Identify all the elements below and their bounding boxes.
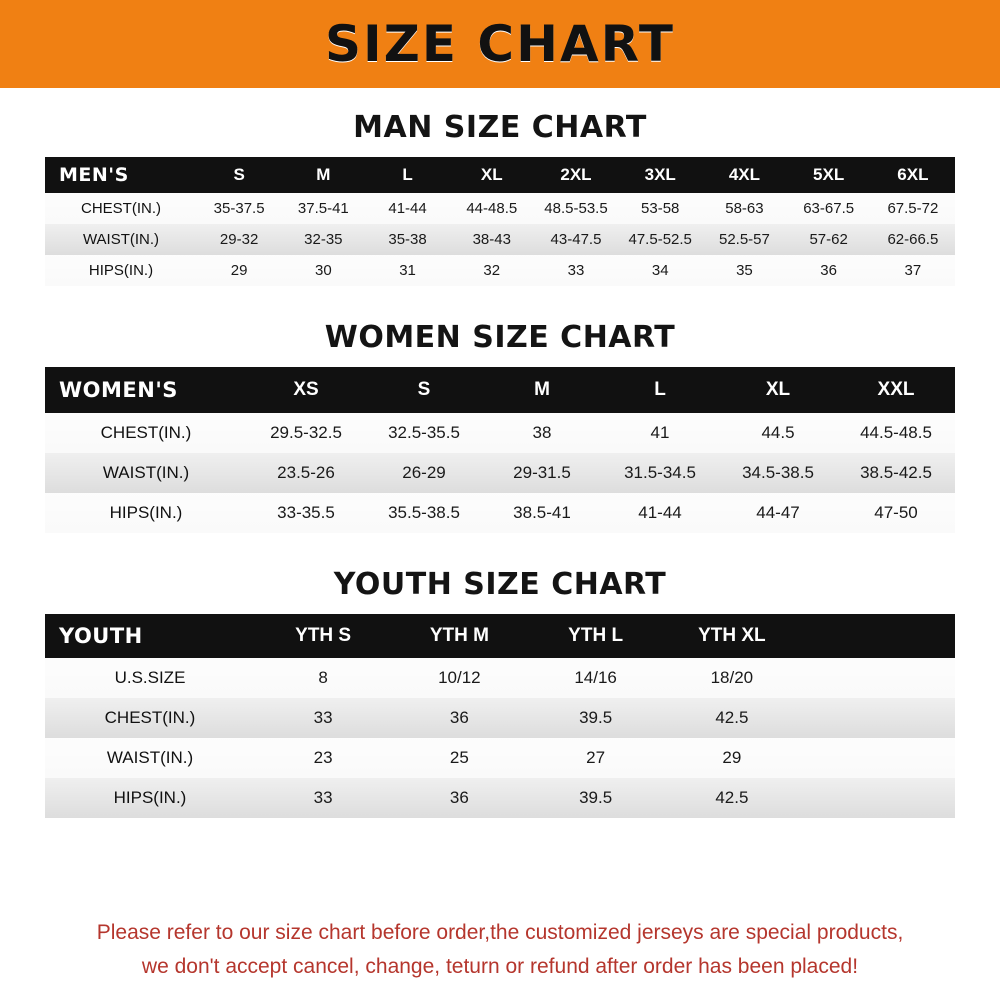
women-row-label: WAIST(IN.) bbox=[45, 453, 247, 493]
men-cell: 47.5-52.5 bbox=[618, 224, 702, 255]
women-cell: 38 bbox=[483, 413, 601, 453]
women-cell: 44-47 bbox=[719, 493, 837, 533]
youth-cell: 39.5 bbox=[528, 778, 664, 818]
women-header-row bbox=[45, 367, 955, 413]
men-cell: 29 bbox=[197, 255, 281, 286]
youth-cell-spacer bbox=[800, 778, 955, 818]
table-row bbox=[45, 778, 955, 818]
women-cell: 31.5-34.5 bbox=[601, 453, 719, 493]
youth-cell: 8 bbox=[255, 658, 391, 698]
youth-cell: 33 bbox=[255, 698, 391, 738]
table-row bbox=[45, 255, 955, 286]
men-cell: 29-32 bbox=[197, 224, 281, 255]
men-cell: 31 bbox=[365, 255, 449, 286]
men-cell: 53-58 bbox=[618, 193, 702, 224]
women-row-label-header: WOMEN'S bbox=[45, 367, 247, 413]
youth-cell: 18/20 bbox=[664, 658, 800, 698]
men-cell: 32 bbox=[450, 255, 534, 286]
men-cell: 44-48.5 bbox=[450, 193, 534, 224]
youth-section-title: YOUTH SIZE CHART bbox=[333, 567, 667, 602]
men-col-header: L bbox=[365, 157, 449, 193]
men-col-header: 2XL bbox=[534, 157, 618, 193]
youth-size-table-wrapper bbox=[45, 614, 955, 818]
women-cell: 44.5-48.5 bbox=[837, 413, 955, 453]
men-table-body bbox=[45, 157, 955, 286]
men-cell: 35 bbox=[702, 255, 786, 286]
women-cell: 29-31.5 bbox=[483, 453, 601, 493]
women-size-table-wrapper bbox=[45, 367, 955, 533]
women-cell: 41-44 bbox=[601, 493, 719, 533]
youth-cell: 14/16 bbox=[528, 658, 664, 698]
table-row bbox=[45, 193, 955, 224]
youth-cell: 27 bbox=[528, 738, 664, 778]
youth-cell: 33 bbox=[255, 778, 391, 818]
youth-header-row bbox=[45, 614, 955, 658]
youth-table-body bbox=[45, 614, 955, 818]
women-col-header: M bbox=[483, 367, 601, 413]
youth-cell-spacer bbox=[800, 738, 955, 778]
men-col-header: 3XL bbox=[618, 157, 702, 193]
youth-header-spacer bbox=[800, 614, 955, 658]
men-col-header: S bbox=[197, 157, 281, 193]
men-cell: 37.5-41 bbox=[281, 193, 365, 224]
men-col-header: 6XL bbox=[871, 157, 955, 193]
youth-cell: 25 bbox=[391, 738, 527, 778]
table-row bbox=[45, 738, 955, 778]
table-row bbox=[45, 658, 955, 698]
youth-col-header: YTH S bbox=[255, 614, 391, 658]
page-title: SIZE CHART bbox=[324, 15, 676, 73]
youth-row-label-header: YOUTH bbox=[45, 614, 255, 658]
women-cell: 35.5-38.5 bbox=[365, 493, 483, 533]
women-cell: 29.5-32.5 bbox=[247, 413, 365, 453]
footer-note bbox=[0, 916, 1000, 984]
men-size-table bbox=[45, 157, 955, 286]
women-col-header: S bbox=[365, 367, 483, 413]
men-cell: 41-44 bbox=[365, 193, 449, 224]
men-cell: 58-63 bbox=[702, 193, 786, 224]
footer-note-line-2: we don't accept cancel, change, teturn or refund after order has been placed! bbox=[141, 955, 859, 978]
women-cell: 32.5-35.5 bbox=[365, 413, 483, 453]
women-cell: 34.5-38.5 bbox=[719, 453, 837, 493]
women-table-body bbox=[45, 367, 955, 533]
youth-cell-spacer bbox=[800, 658, 955, 698]
men-row-label-header: MEN'S bbox=[45, 157, 197, 193]
men-cell: 35-38 bbox=[365, 224, 449, 255]
men-col-header: 4XL bbox=[702, 157, 786, 193]
women-section-title: WOMEN SIZE CHART bbox=[324, 320, 676, 355]
youth-cell: 36 bbox=[391, 778, 527, 818]
youth-row-label: U.S.SIZE bbox=[45, 658, 255, 698]
youth-cell-spacer bbox=[800, 698, 955, 738]
men-cell: 30 bbox=[281, 255, 365, 286]
women-cell: 41 bbox=[601, 413, 719, 453]
men-cell: 33 bbox=[534, 255, 618, 286]
men-cell: 52.5-57 bbox=[702, 224, 786, 255]
youth-cell: 42.5 bbox=[664, 778, 800, 818]
women-col-header: L bbox=[601, 367, 719, 413]
youth-col-header: YTH M bbox=[391, 614, 527, 658]
men-cell: 43-47.5 bbox=[534, 224, 618, 255]
youth-row-label: WAIST(IN.) bbox=[45, 738, 255, 778]
men-header-row bbox=[45, 157, 955, 193]
youth-cell: 42.5 bbox=[664, 698, 800, 738]
women-cell: 33-35.5 bbox=[247, 493, 365, 533]
men-row-label: CHEST(IN.) bbox=[45, 193, 197, 224]
table-row bbox=[45, 413, 955, 453]
women-cell: 47-50 bbox=[837, 493, 955, 533]
youth-row-label: HIPS(IN.) bbox=[45, 778, 255, 818]
men-cell: 48.5-53.5 bbox=[534, 193, 618, 224]
youth-col-header: YTH XL bbox=[664, 614, 800, 658]
youth-cell: 39.5 bbox=[528, 698, 664, 738]
women-col-header: XXL bbox=[837, 367, 955, 413]
men-section-title: MAN SIZE CHART bbox=[353, 110, 647, 145]
men-col-header: 5XL bbox=[787, 157, 871, 193]
men-cell: 57-62 bbox=[787, 224, 871, 255]
youth-cell: 10/12 bbox=[391, 658, 527, 698]
men-row-label: WAIST(IN.) bbox=[45, 224, 197, 255]
men-col-header: M bbox=[281, 157, 365, 193]
youth-size-table bbox=[45, 614, 955, 818]
men-row-label: HIPS(IN.) bbox=[45, 255, 197, 286]
table-row bbox=[45, 493, 955, 533]
header-banner bbox=[0, 0, 1000, 88]
women-cell: 23.5-26 bbox=[247, 453, 365, 493]
men-cell: 32-35 bbox=[281, 224, 365, 255]
men-cell: 37 bbox=[871, 255, 955, 286]
youth-row-label: CHEST(IN.) bbox=[45, 698, 255, 738]
women-size-table bbox=[45, 367, 955, 533]
women-cell: 26-29 bbox=[365, 453, 483, 493]
men-cell: 34 bbox=[618, 255, 702, 286]
men-cell: 62-66.5 bbox=[871, 224, 955, 255]
men-cell: 63-67.5 bbox=[787, 193, 871, 224]
women-cell: 38.5-42.5 bbox=[837, 453, 955, 493]
table-row bbox=[45, 453, 955, 493]
men-size-table-wrapper bbox=[45, 157, 955, 286]
men-cell: 35-37.5 bbox=[197, 193, 281, 224]
youth-cell: 23 bbox=[255, 738, 391, 778]
women-cell: 44.5 bbox=[719, 413, 837, 453]
men-cell: 38-43 bbox=[450, 224, 534, 255]
women-col-header: XL bbox=[719, 367, 837, 413]
men-cell: 67.5-72 bbox=[871, 193, 955, 224]
women-cell: 38.5-41 bbox=[483, 493, 601, 533]
table-row bbox=[45, 224, 955, 255]
women-col-header: XS bbox=[247, 367, 365, 413]
men-col-header: XL bbox=[450, 157, 534, 193]
youth-cell: 36 bbox=[391, 698, 527, 738]
youth-cell: 29 bbox=[664, 738, 800, 778]
men-cell: 36 bbox=[787, 255, 871, 286]
women-row-label: CHEST(IN.) bbox=[45, 413, 247, 453]
women-row-label: HIPS(IN.) bbox=[45, 493, 247, 533]
footer-note-line-1: Please refer to our size chart before order,the customized jerseys are special products, bbox=[96, 921, 904, 944]
table-row bbox=[45, 698, 955, 738]
youth-col-header: YTH L bbox=[528, 614, 664, 658]
